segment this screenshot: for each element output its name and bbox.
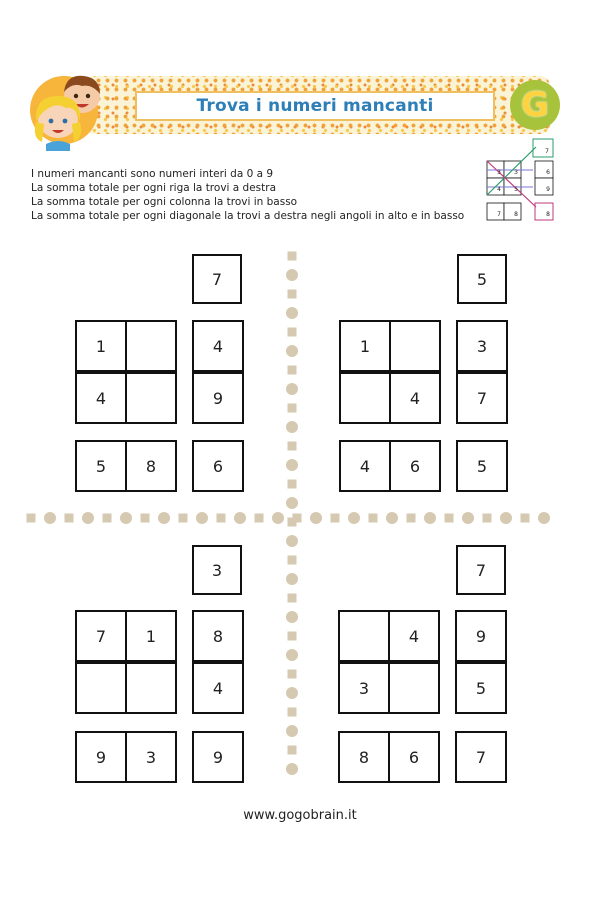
divider-dot	[234, 512, 246, 524]
row-sum: 4	[192, 320, 244, 372]
divider-dot	[103, 514, 112, 523]
divider-dot	[310, 512, 322, 524]
divider-dot	[369, 514, 378, 523]
divider-dot	[348, 512, 360, 524]
divider-dot	[217, 514, 226, 523]
divider-dot	[538, 512, 550, 524]
divider-dot	[82, 512, 94, 524]
row-sum: 7	[456, 372, 508, 424]
col-sum: 4	[339, 440, 391, 492]
divider-dot	[521, 514, 530, 523]
divider-dot	[286, 459, 298, 471]
col-sum: 9	[75, 731, 127, 783]
svg-text:9: 9	[546, 186, 550, 193]
divider-dot	[286, 269, 298, 281]
divider-dot	[288, 708, 297, 717]
svg-text:4: 4	[497, 186, 501, 193]
instruction-line: La somma totale per ogni riga la trovi a destra	[31, 182, 277, 194]
grid-cell[interactable]	[75, 662, 127, 714]
col-sum: 3	[125, 731, 177, 783]
instruction-line: La somma totale per ogni colonna la trovi in basso	[31, 196, 298, 208]
horizontal-divider	[26, 508, 558, 528]
svg-text:8: 8	[514, 211, 518, 218]
divider-dot	[272, 512, 284, 524]
row-sum: 5	[455, 662, 507, 714]
instruction-line: I numeri mancanti sono numeri interi da 0 a 9	[31, 168, 274, 180]
grid-cell[interactable]: 7	[75, 610, 127, 662]
diag-bottom-sum: 9	[192, 731, 244, 783]
divider-dot	[288, 252, 297, 261]
row-sum: 9	[192, 372, 244, 424]
grid-cell[interactable]	[125, 372, 177, 424]
svg-text:3: 3	[497, 169, 501, 176]
grid-cell[interactable]	[389, 320, 441, 372]
title-box	[135, 91, 495, 121]
diag-top-sum: 5	[457, 254, 507, 304]
footer-url[interactable]: www.gogobrain.it	[243, 808, 357, 823]
divider-dot	[286, 421, 298, 433]
divider-dot	[286, 725, 298, 737]
grid-cell[interactable]: 1	[125, 610, 177, 662]
example-diag-top: 7	[545, 148, 549, 155]
divider-dot	[286, 573, 298, 585]
row-sum: 4	[192, 662, 244, 714]
divider-dot	[255, 514, 264, 523]
divider-dot	[407, 514, 416, 523]
divider-dot	[500, 512, 512, 524]
grid-cell[interactable]	[125, 662, 177, 714]
divider-dot	[288, 442, 297, 451]
grid-cell[interactable]	[339, 372, 391, 424]
divider-dot	[286, 649, 298, 661]
grid-cell[interactable]: 3	[338, 662, 390, 714]
divider-dot	[288, 366, 297, 375]
diag-bottom-sum: 7	[455, 731, 507, 783]
divider-dot	[288, 290, 297, 299]
example-diag-bottom-box	[535, 203, 553, 220]
divider-dot	[288, 670, 297, 679]
grid-cell[interactable]	[388, 662, 440, 714]
divider-dot	[286, 307, 298, 319]
grid-cell[interactable]: 4	[388, 610, 440, 662]
divider-dot	[288, 556, 297, 565]
divider-dot	[286, 611, 298, 623]
example-diag-top-box	[533, 139, 553, 157]
instruction-line: La somma totale per ogni diagonale la trovi a destra negli angoli in alto e in basso	[31, 210, 465, 222]
divider-dot	[288, 746, 297, 755]
divider-dot	[286, 763, 298, 775]
divider-dot	[288, 328, 297, 337]
grid-cell[interactable]: 4	[389, 372, 441, 424]
divider-dot	[141, 514, 150, 523]
row-sum: 3	[456, 320, 508, 372]
grid-cell[interactable]	[125, 320, 177, 372]
svg-text:7: 7	[497, 211, 501, 218]
grid-cell[interactable]: 1	[339, 320, 391, 372]
logo-letter: G	[521, 85, 549, 125]
svg-text:3: 3	[514, 169, 518, 176]
divider-dot	[483, 514, 492, 523]
divider-dot	[288, 594, 297, 603]
logo-badge	[510, 80, 560, 130]
girl-shirt	[46, 141, 70, 151]
example-diagram	[484, 137, 559, 227]
divider-dot	[158, 512, 170, 524]
divider-dot	[293, 514, 302, 523]
divider-dot	[288, 632, 297, 641]
divider-dot	[462, 512, 474, 524]
divider-dot	[196, 512, 208, 524]
col-sum: 8	[125, 440, 177, 492]
col-sum: 6	[388, 731, 440, 783]
diag-top-sum: 7	[192, 254, 242, 304]
kids-illustration	[30, 66, 120, 151]
page-title: Trova i numeri mancanti	[196, 96, 434, 116]
divider-dot	[27, 514, 36, 523]
divider-dot	[445, 514, 454, 523]
divider-dot	[424, 512, 436, 524]
col-sum: 5	[75, 440, 127, 492]
divider-dot	[288, 404, 297, 413]
diag-bottom-sum: 5	[456, 440, 508, 492]
divider-dot	[44, 512, 56, 524]
col-sum: 6	[389, 440, 441, 492]
row-sum: 9	[455, 610, 507, 662]
instructions	[31, 167, 464, 223]
row-sum: 8	[192, 610, 244, 662]
divider-dot	[386, 512, 398, 524]
divider-dot	[286, 383, 298, 395]
grid-cell[interactable]: 4	[75, 372, 127, 424]
divider-dot	[286, 345, 298, 357]
svg-text:8: 8	[546, 211, 550, 218]
divider-dot	[286, 535, 298, 547]
col-sum: 8	[338, 731, 390, 783]
divider-dot	[65, 514, 74, 523]
grid-cell[interactable]: 1	[75, 320, 127, 372]
divider-dot	[331, 514, 340, 523]
divider-dot	[120, 512, 132, 524]
svg-text:6: 6	[546, 169, 550, 176]
diag-top-sum: 7	[456, 545, 506, 595]
diag-top-sum: 3	[192, 545, 242, 595]
svg-text:5: 5	[514, 186, 518, 193]
grid-cell[interactable]	[338, 610, 390, 662]
divider-dot	[179, 514, 188, 523]
divider-dot	[288, 480, 297, 489]
divider-dot	[286, 687, 298, 699]
diag-bottom-sum: 6	[192, 440, 244, 492]
